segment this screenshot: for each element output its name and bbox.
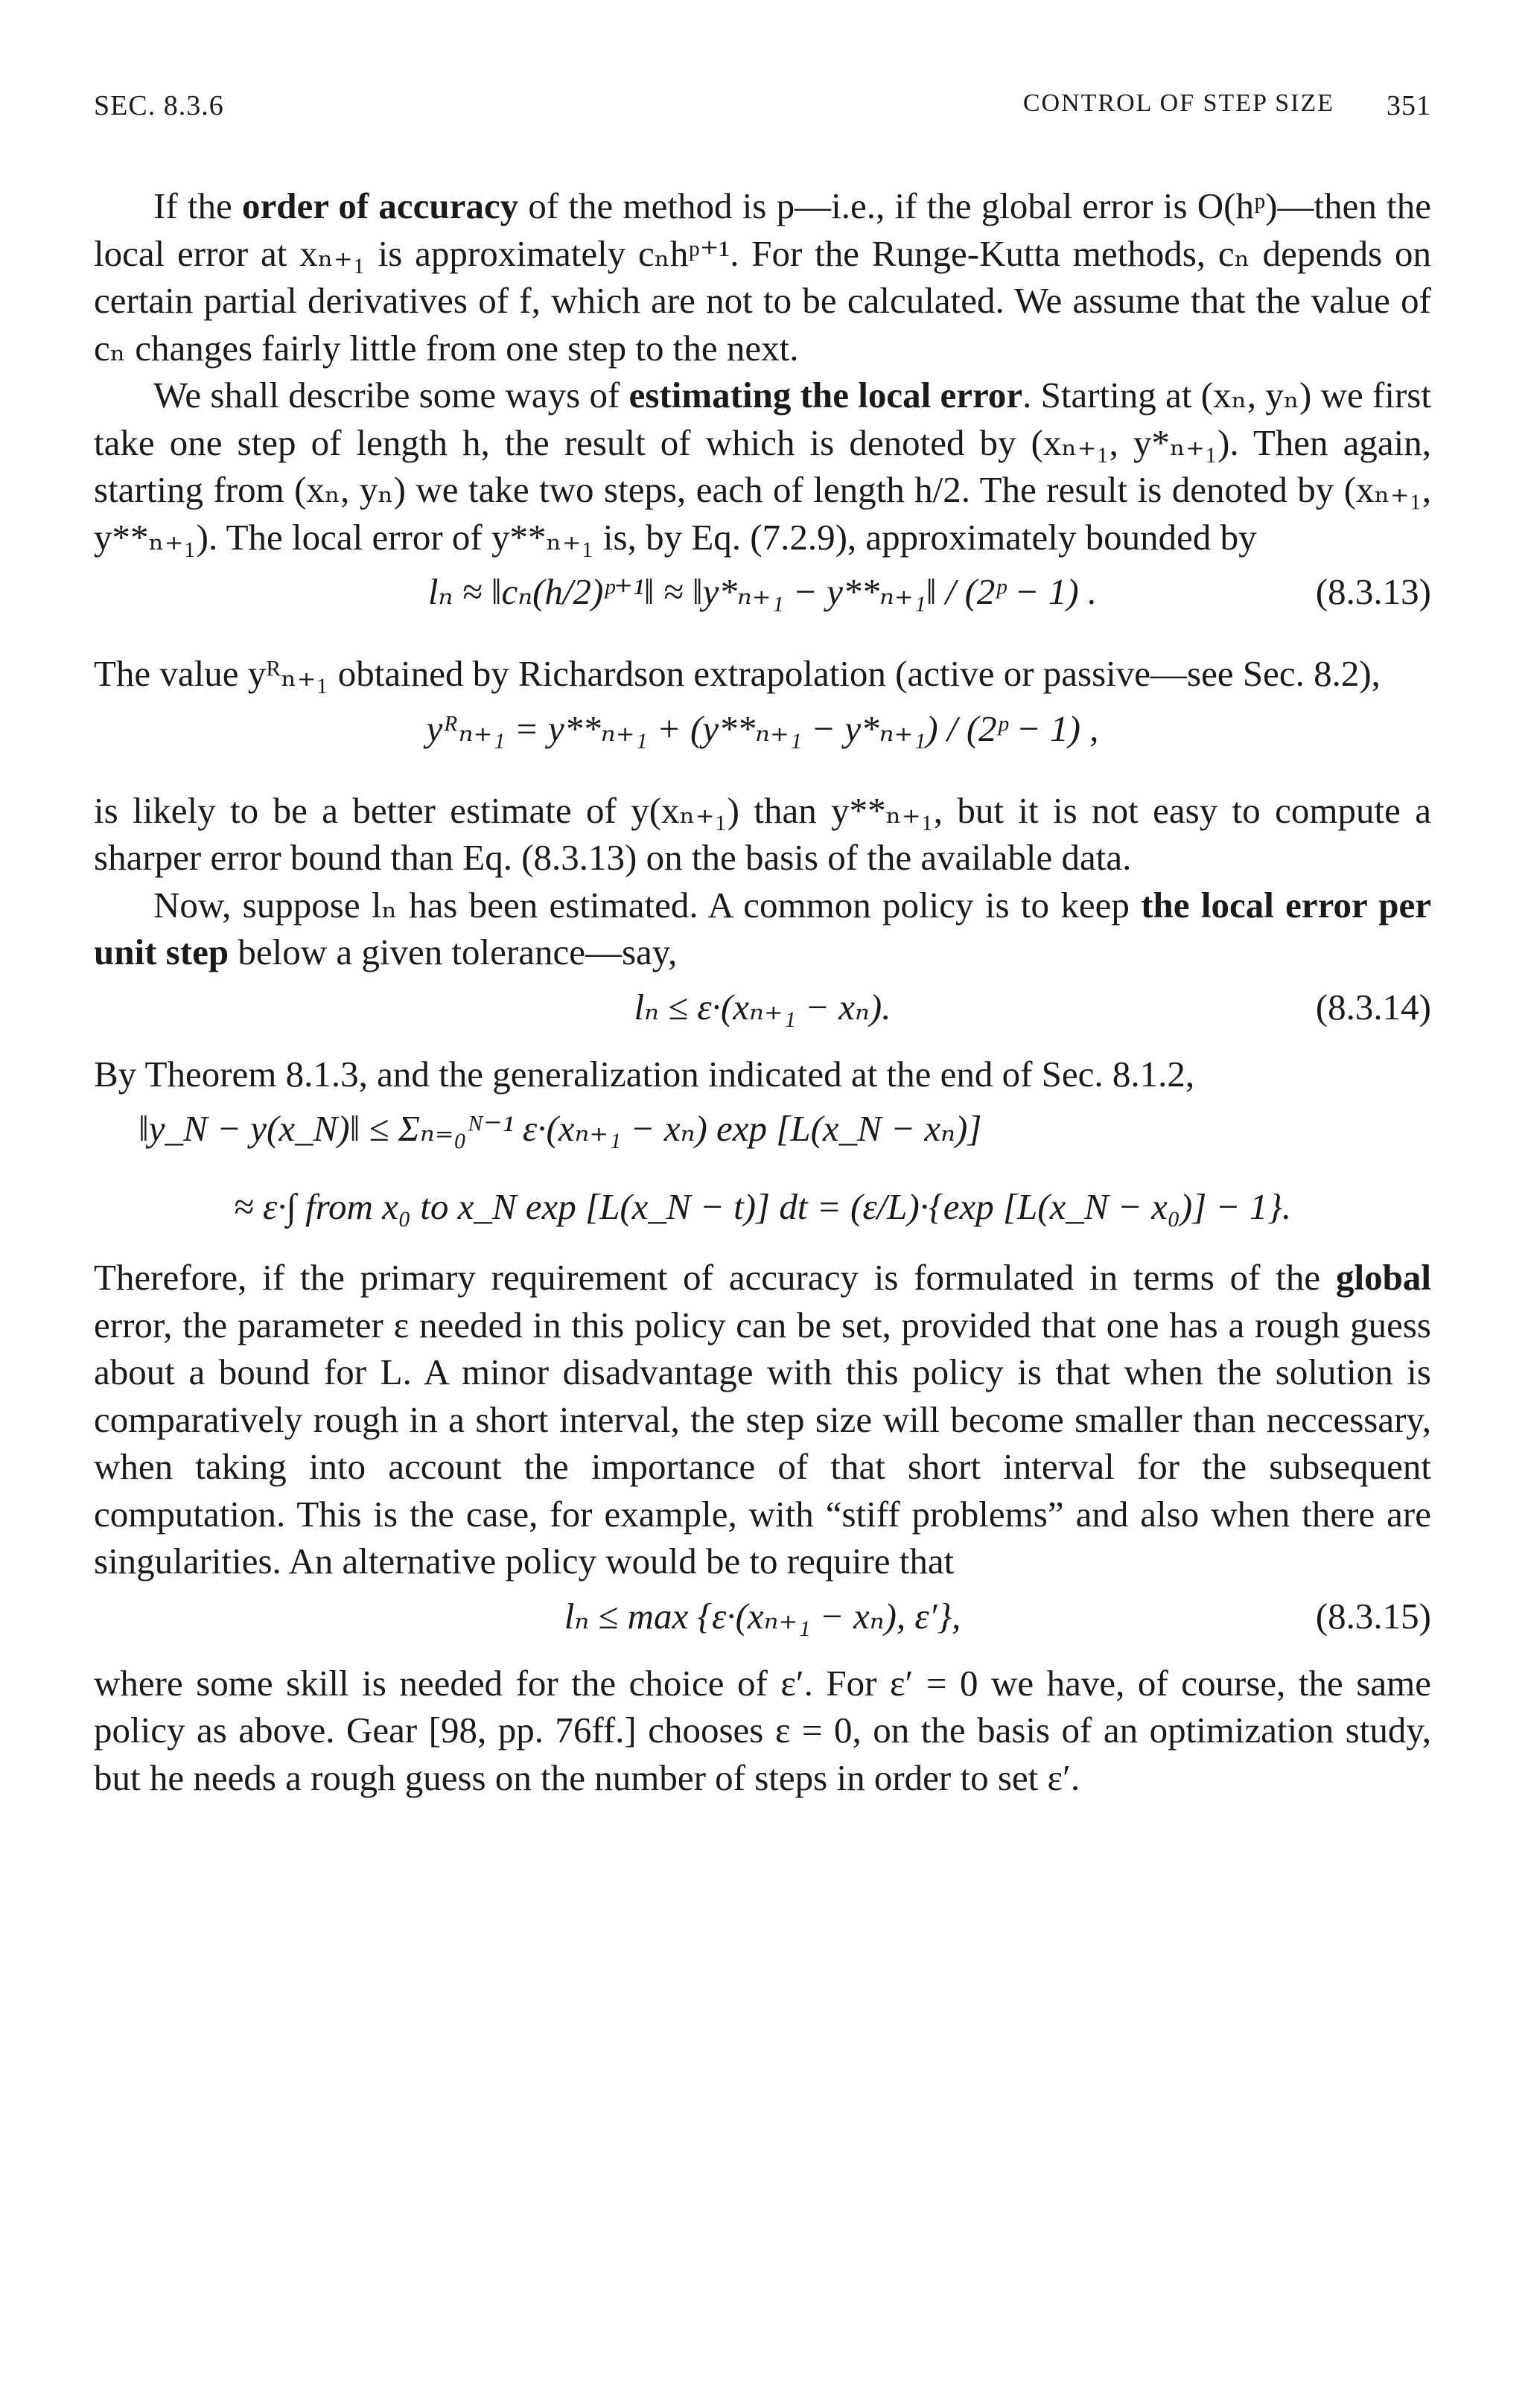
text-run: error, the parameter ε needed in this policy can be set, provided that one has a rough guess about a bound for L. A minor disadvantage with this policy is that when the solution is comparatively rough in a short interval, the step size will become smaller than neccessary, when taking into account the importance of that short interval for the subsequent computation. This is the case, for example, with “stiff problems” and also when there are singularities. An alternative policy would be to require that	[94, 1304, 1431, 1582]
equation-expression: yᴿₙ₊₁ = y**ₙ₊₁ + (y**ₙ₊₁ − y*ₙ₊₁) / (2ᵖ − 1) ,	[426, 707, 1099, 749]
equation-line-2: ≈ ε·∫ from x₀ to x_N exp [L(x_N − t)] dt = (ε/L)·{exp [L(x_N − x₀)] − 1}.	[233, 1186, 1292, 1227]
equation-richardson	[94, 698, 1431, 787]
paragraph-theorem: By Theorem 8.1.3, and the generalization indicated at the end of Sec. 8.1.2,	[94, 1053, 1195, 1095]
equation-number: (8.3.14)	[1315, 986, 1431, 1028]
equation-number: (8.3.13)	[1315, 571, 1431, 612]
page-body	[94, 182, 1431, 1801]
equation-expression: lₙ ≈ ‖cₙ(h/2)ᵖ⁺¹‖ ≈ ‖y*ₙ₊₁ − y**ₙ₊₁‖ / (2ᵖ − 1) .	[427, 571, 1098, 612]
running-title: CONTROL OF STEP SIZE	[1022, 89, 1334, 117]
paragraph-better-estimate: is likely to be a better estimate of y(xₙ₊₁) than y**ₙ₊₁, but it is not easy to compute a sharper error bound than Eq. (8.3.13) on the basis of the available data.	[94, 789, 1431, 878]
paragraph-skill: where some skill is needed for the choice of ε′. For ε′ = 0 we have, of course, the same policy as above. Gear [98, pp. 76ff.] chooses ε = 0, on the basis of an optimization study, but he needs a rough guess on the number of steps in order to set ε′.	[94, 1662, 1431, 1798]
equation-8-3-14	[94, 976, 1431, 1051]
text-run: If the	[153, 185, 242, 226]
section-number: SEC. 8.3.6	[94, 90, 224, 121]
equation-line-1: ‖y_N − y(x_N)‖ ≤ Σₙ₌₀ᴺ⁻¹ ε·(xₙ₊₁ − xₙ) exp [L(x_N − xₙ)]	[139, 1108, 982, 1149]
bold-term: global	[1336, 1257, 1431, 1298]
text-run: We shall describe some ways of	[153, 375, 629, 415]
equation-expression: lₙ ≤ max {ε·(xₙ₊₁ − xₙ), ε′},	[564, 1595, 961, 1637]
equation-expression: lₙ ≤ ε·(xₙ₊₁ − xₙ).	[634, 986, 891, 1028]
bold-term: order of accuracy	[241, 185, 519, 226]
running-header	[94, 89, 1431, 134]
page-number: 351	[1386, 90, 1431, 121]
text-run: Therefore, if the primary requirement of accuracy is formulated in terms of the	[94, 1257, 1337, 1298]
text-run: Now, suppose lₙ has been estimated. A common policy is to keep	[153, 884, 1142, 926]
text-run: below a given tolerance—say,	[229, 931, 678, 972]
bold-term: estimating the local error	[628, 375, 1023, 415]
equation-number: (8.3.15)	[1315, 1595, 1431, 1637]
paragraph-order-of-accuracy	[94, 182, 1431, 372]
equation-8-3-13	[94, 561, 1431, 650]
paragraph-estimating-local-error	[94, 372, 1431, 561]
equation-error-sum	[94, 1098, 1431, 1254]
text-run: . Starting at (xₙ, yₙ) we first take one step of length h, the result of which is denoted by (xₙ₊₁, y*ₙ₊₁). Then again, starting from (xₙ, yₙ) we take two steps, each of length h/2. The result is denoted by (xₙ₊₁, y**ₙ₊₁). The local error of y**ₙ₊₁ is, by Eq. (7.2.9), approximately bounded by	[94, 375, 1431, 558]
equation-8-3-15	[94, 1585, 1431, 1660]
paragraph-policy	[94, 882, 1431, 976]
paragraph-global-error	[94, 1254, 1431, 1585]
bold-term: the local error per unit step	[94, 884, 1431, 972]
text-run: of the method is p—i.e., if the global error is O(hᵖ)—then the local error at xₙ₊₁ is approximately cₙhᵖ⁺¹. For the Runge-Kutta methods, cₙ depends on certain partial derivatives of f, which are not to be calculated. We assume that the value of cₙ changes fairly little from one step to the next.	[94, 185, 1431, 369]
paragraph-richardson: The value yᴿₙ₊₁ obtained by Richardson extrapolation (active or passive—see Sec. 8.2),	[94, 653, 1381, 694]
